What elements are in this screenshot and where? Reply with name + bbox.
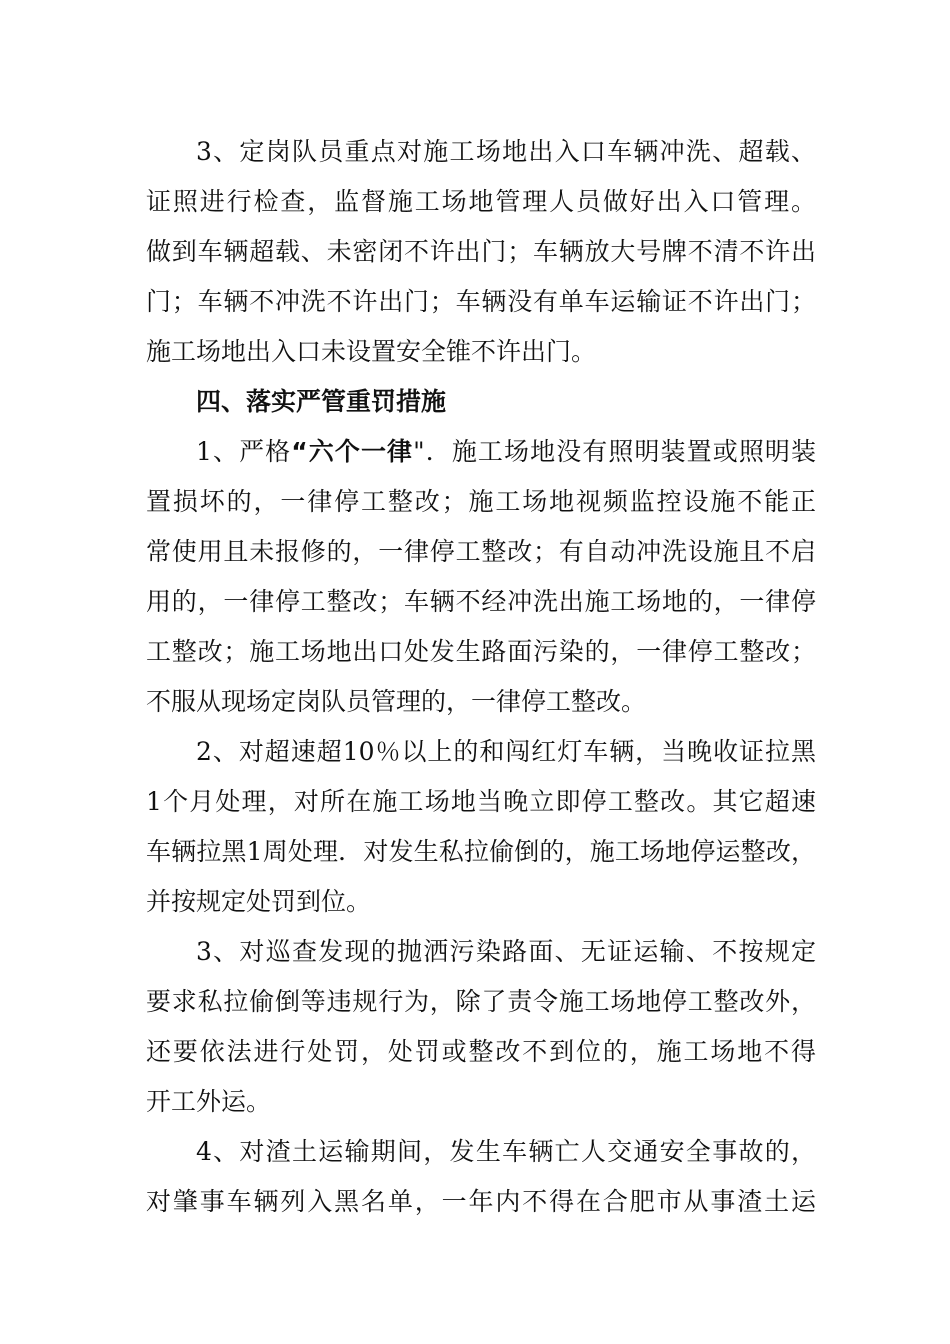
paragraph-line: 4、对渣土运输期间，发生车辆亡人交通安全事故的， (196, 1137, 816, 1166)
paragraph-line: 3、定岗队员重点对施工场地出入口车辆冲洗、超载、 (196, 137, 816, 166)
paragraph-line: 开工外运。 (146, 1087, 272, 1116)
paragraph-line: 置损坏的，一律停工整改；施工场地视频监控设施不能正 (146, 487, 816, 516)
bold-emphasis: “六个一律 (291, 437, 414, 466)
paragraph-line: 对肇事车辆列入黑名单，一年内不得在合肥市从事渣土运 (146, 1187, 816, 1216)
paragraph-line: 工整改；施工场地出口处发生路面污染的，一律停工整改； (146, 637, 816, 666)
paragraph-line (146, 427, 816, 477)
paragraph-line: 常使用且未报修的，一律停工整改；有自动冲洗设施且不启 (146, 537, 816, 566)
paragraph-line: 还要依法进行处罚，处罚或整改不到位的，施工场地不得 (146, 1037, 816, 1066)
paragraph-text: 1、严格 (196, 437, 292, 466)
paragraph-line: 做到车辆超载、未密闭不许出门；车辆放大号牌不清不许出 (146, 237, 816, 266)
paragraph-line: 并按规定处罚到位。 (146, 887, 372, 916)
document-page (146, 127, 816, 1227)
paragraph-line: 门；车辆不冲洗不许出门；车辆没有单车运输证不许出门； (146, 287, 816, 316)
paragraph-line: 证照进行检查，监督施工场地管理人员做好出入口管理。 (146, 187, 816, 216)
section-heading: 四、落实严管重罚措施 (196, 387, 447, 416)
paragraph-line: 1个月处理，对所在施工场地当晚立即停工整改。其它超速 (146, 787, 816, 816)
paragraph-line: 施工场地出入口未设置安全锥不许出门。 (146, 337, 597, 366)
paragraph-line: 2、对超速超10％以上的和闯红灯车辆，当晚收证拉黑 (196, 737, 816, 766)
paragraph-line: 车辆拉黑1周处理．对发生私拉偷倒的，施工场地停运整改， (146, 837, 816, 866)
paragraph-line: 不服从现场定岗队员管理的，一律停工整改。 (146, 687, 647, 716)
paragraph-line: 要求私拉偷倒等违规行为，除了责令施工场地停工整改外， (146, 987, 816, 1016)
paragraph-line: 用的，一律停工整改；车辆不经冲洗出施工场地的，一律停 (146, 587, 816, 616)
paragraph-text: "．施工场地没有照明装置或照明装 (413, 437, 816, 466)
paragraph-line: 3、对巡查发现的抛洒污染路面、无证运输、不按规定 (196, 937, 816, 966)
